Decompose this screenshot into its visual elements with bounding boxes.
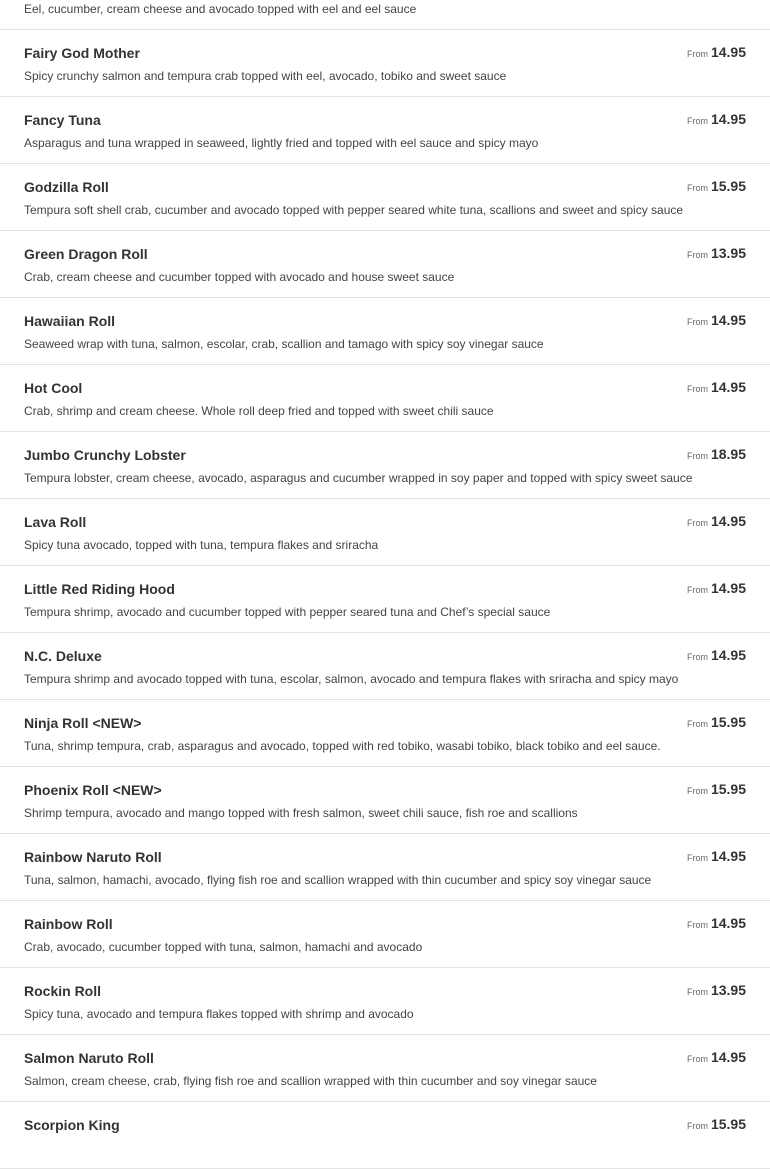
item-name: Green Dragon Roll (24, 246, 148, 262)
from-label: From (686, 384, 708, 394)
menu-item[interactable] (0, 30, 770, 97)
menu-item[interactable] (0, 432, 770, 499)
from-label: From (686, 317, 708, 327)
menu-item[interactable] (0, 767, 770, 834)
item-price (687, 311, 746, 331)
item-description: Spicy tuna, avocado and tempura flakes topped with shrimp and avocado (24, 1007, 414, 1021)
price-value: 14.95 (710, 44, 746, 60)
price-value: 14.95 (710, 1049, 746, 1065)
from-label: From (686, 183, 708, 193)
from-label: From (686, 518, 708, 528)
from-label: From (686, 652, 708, 662)
item-name: Fairy God Mother (24, 45, 140, 61)
item-name: Rainbow Roll (24, 916, 113, 932)
menu-item[interactable] (0, 901, 770, 968)
from-label: From (686, 719, 708, 729)
menu-item[interactable] (0, 968, 770, 1035)
item-name: Scorpion King (24, 1117, 120, 1133)
menu-item[interactable] (0, 231, 770, 298)
price-value: 14.95 (710, 111, 746, 127)
from-label: From (686, 1054, 708, 1064)
menu-item[interactable] (0, 298, 770, 365)
price-value: 15.95 (710, 178, 746, 194)
item-name: Hot Cool (24, 380, 83, 396)
price-value: 13.95 (710, 245, 746, 261)
item-description: Salmon, cream cheese, crab, flying fish roe and scallion wrapped with thin cucumber and soy vinegar sauce (24, 1074, 597, 1088)
price-value: 14.95 (710, 580, 746, 596)
from-label: From (686, 1121, 708, 1131)
item-price (687, 780, 746, 800)
price-value: 14.95 (710, 647, 746, 663)
item-description: Eel, cucumber, cream cheese and avocado topped with eel and eel sauce (24, 2, 417, 16)
item-name: Jumbo Crunchy Lobster (24, 447, 186, 463)
item-price (687, 445, 746, 465)
menu-item[interactable] (0, 164, 770, 231)
price-value: 14.95 (710, 379, 746, 395)
item-description: Tempura lobster, cream cheese, avocado, asparagus and cucumber wrapped in soy paper and topped with spicy sweet sauce (24, 471, 693, 485)
item-description: Seaweed wrap with tuna, salmon, escolar, crab, scallion and tamago with spicy soy vinegar sauce (24, 337, 544, 351)
menu-item[interactable] (0, 633, 770, 700)
item-price (687, 110, 746, 130)
item-description: Tempura shrimp, avocado and cucumber topped with pepper seared tuna and Chef’s special sauce (24, 605, 551, 619)
price-value: 14.95 (710, 513, 746, 529)
item-description: Crab, shrimp and cream cheese. Whole roll deep fried and topped with sweet chili sauce (24, 404, 494, 418)
price-value: 14.95 (710, 848, 746, 864)
from-label: From (686, 786, 708, 796)
item-name: Little Red Riding Hood (24, 581, 175, 597)
menu-item[interactable] (0, 1035, 770, 1102)
price-value: 15.95 (710, 1116, 746, 1132)
item-price (687, 981, 746, 1001)
from-label: From (686, 853, 708, 863)
item-description: Crab, avocado, cucumber topped with tuna, salmon, hamachi and avocado (24, 940, 423, 954)
item-price (687, 713, 746, 733)
item-name: Salmon Naruto Roll (24, 1050, 154, 1066)
item-description: Spicy crunchy salmon and tempura crab topped with eel, avocado, tobiko and sweet sauce (24, 69, 507, 83)
from-label: From (686, 250, 708, 260)
item-name: Godzilla Roll (24, 179, 109, 195)
item-price (687, 579, 746, 599)
item-description: Tempura shrimp and avocado topped with tuna, escolar, salmon, avocado and tempura flakes with sriracha and spicy mayo (24, 672, 679, 686)
menu-item[interactable] (0, 365, 770, 432)
price-value: 18.95 (710, 446, 746, 462)
item-description: Spicy tuna avocado, topped with tuna, tempura flakes and sriracha (24, 538, 379, 552)
item-description: Tempura soft shell crab, cucumber and avocado topped with pepper seared white tuna, scallions and sweet and spicy sauce (24, 203, 684, 217)
item-description: Crab, cream cheese and cucumber topped with avocado and house sweet sauce (24, 270, 455, 284)
menu-item[interactable] (0, 1102, 770, 1169)
item-price (687, 177, 746, 197)
price-value: 14.95 (710, 312, 746, 328)
item-price (687, 244, 746, 264)
item-price (687, 43, 746, 63)
item-price (687, 847, 746, 867)
item-price (687, 1115, 746, 1135)
price-value: 13.95 (710, 982, 746, 998)
item-name: Fancy Tuna (24, 112, 101, 128)
price-value: 14.95 (710, 915, 746, 931)
price-value: 15.95 (710, 781, 746, 797)
item-price (687, 1048, 746, 1068)
item-name: Phoenix Roll <NEW> (24, 782, 162, 798)
item-name: Lava Roll (24, 514, 87, 530)
menu-item[interactable] (0, 700, 770, 767)
menu-item[interactable] (0, 499, 770, 566)
item-price (687, 378, 746, 398)
menu-item[interactable] (0, 566, 770, 633)
from-label: From (686, 987, 708, 997)
menu-item[interactable] (0, 834, 770, 901)
item-name: Hawaiian Roll (24, 313, 116, 329)
item-description: Tuna, salmon, hamachi, avocado, flying fish roe and scallion wrapped with thin cucumber and spicy soy vinegar sauce (24, 873, 652, 887)
item-name: N.C. Deluxe (24, 648, 102, 664)
from-label: From (686, 451, 708, 461)
menu-item[interactable] (0, 97, 770, 164)
item-name: Rainbow Naruto Roll (24, 849, 162, 865)
from-label: From (686, 116, 708, 126)
item-price (687, 512, 746, 532)
item-description: Tuna, shrimp tempura, crab, asparagus and avocado, topped with red tobiko, wasabi tobiko, black tobiko and eel sauce. (24, 739, 661, 753)
from-label: From (686, 920, 708, 930)
from-label: From (686, 49, 708, 59)
item-description: Shrimp tempura, avocado and mango topped with fresh salmon, sweet chili sauce, fish roe and scallions (24, 806, 578, 820)
item-price (687, 646, 746, 666)
item-price (687, 914, 746, 934)
menu-item[interactable] (0, 0, 770, 30)
from-label: From (686, 585, 708, 595)
item-name: Ninja Roll <NEW> (24, 715, 142, 731)
item-description: Asparagus and tuna wrapped in seaweed, lightly fried and topped with eel sauce and spicy mayo (24, 136, 539, 150)
price-value: 15.95 (710, 714, 746, 730)
item-name: Rockin Roll (24, 983, 102, 999)
